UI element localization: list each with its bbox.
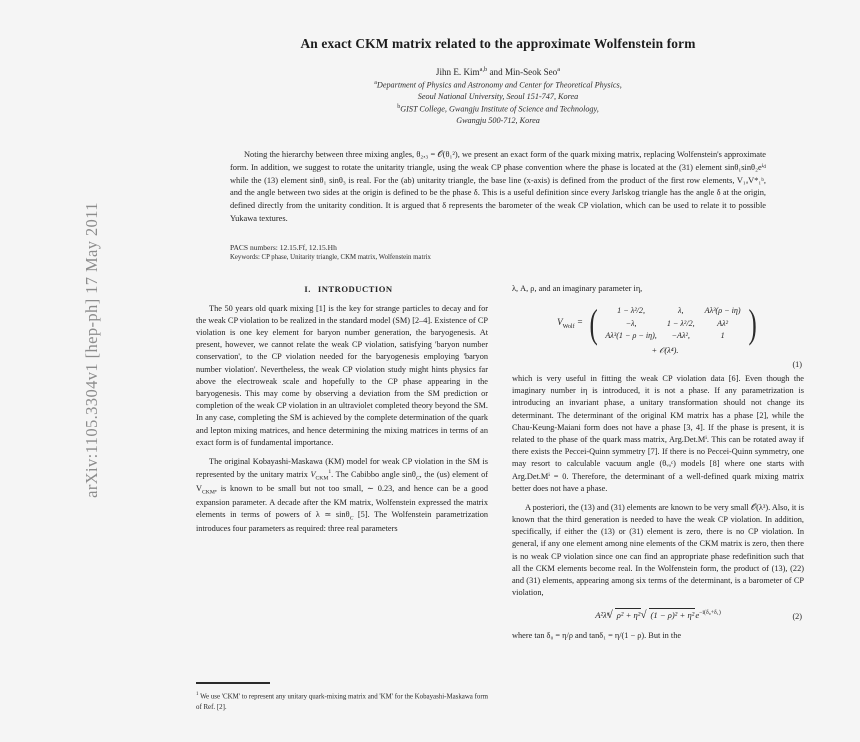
equation-1-lhs-symbol: V	[557, 316, 563, 327]
footnote-marker: 1	[196, 691, 199, 697]
affiliation-2	[196, 103, 800, 115]
right-column	[512, 283, 804, 713]
keywords-label: Keywords:	[230, 253, 260, 261]
equation-2-number: (2)	[792, 612, 802, 622]
document-head	[196, 28, 800, 263]
right-closing-line: where tan δ₀ = η/ρ and tanδ₁ = η/(1 − ρ). But in the	[512, 631, 682, 641]
left-p2-post: , the (us) element of V	[196, 469, 488, 493]
affiliation-1	[196, 79, 800, 91]
section-heading-introduction	[196, 283, 488, 296]
right-paragraph-1: which is very useful in fitting the weak CP violation data [6]. Even though the imaginary number iη is introduced, it is not a phase. If any parametrization is introducing an invariant phase, a unitary transformation should not change its determinant. The determinant of the original KM matrix has a phase [2], while the Chau-Keung-Maiani form does not have a phase [3, 4]. If the phase is present, it is related to the phase of the quark mass matrix, Arg.Det.Mⁱ. This can be rotated away if there exists the Peccei-Quinn symmetry [7]. If there is no Peccei-Quinn symmetry, one may resort to calculable vacuum angle (θᵥₐᶜ) models [8] where one starts with Arg.Det.Mⁱ = 0. Therefore, the determinant of a well-defined quark mixing matrix better does not have a phase.	[512, 374, 804, 493]
abstract-text: Noting the hierarchy between three mixing angles, θ₂,₃ = 𝒪(θ₁²), we present an exact form of the quark mixing matrix, replacing Wolfenstein's approximate form. In addition, we suggest to rotate the unitarity triangle, using the weak CP phase convention where the phase is located at the (31) element sinθ₁sinθ₂eⁱᵈ while the (13) element sinθ₁ sinθ₃ is real. For the (ab) unitarity triangle, the base line (x-axis) is defined from the product of the first row elements, V₁ₐV*₁ᵇ, and the angle between two sides at the origin is defined to be the phase δ. This is a useful definition since every Jarlskog triangle has the angle δ at the origin, defined directly from the unitarity condition. It is argued that δ represents the barometer of the weak CP violation, which can be used to relate it to possible Yukawa textures.	[230, 150, 766, 223]
matrix-cell: Aλ²	[717, 318, 729, 328]
equation-1-matrix	[600, 304, 745, 343]
right-lead-in: λ, A, ρ, and an imaginary parameter iη,	[512, 284, 643, 293]
math-theta-c-sub-2: C	[349, 515, 354, 522]
equation-2	[512, 608, 804, 622]
equation-2-sqrt-1	[610, 608, 642, 622]
author-name-1: Jihn E. Kim	[435, 67, 480, 78]
footnote-rule	[196, 682, 270, 684]
footnote-text-line	[196, 691, 488, 713]
keywords-value: CP phase, Unitarity triangle, CKM matrix, Wolfenstein matrix	[261, 253, 431, 261]
matrix-cell: Aλ³(ρ − iη)	[704, 305, 741, 315]
keywords-line	[230, 253, 766, 263]
matrix-cell: Aλ³(1 − ρ − iη),	[605, 331, 657, 341]
matrix-cell: −λ,	[625, 318, 637, 328]
equation-1-tail: + 𝒪(λ⁴).	[651, 345, 679, 355]
equation-1-lhs-sub: Wolf	[562, 323, 575, 330]
math-vckm-1: V	[310, 469, 316, 479]
right-paragraph-2: A posteriori, the (13) and (31) elements are known to be very small 𝒪(λ³). Also, it is known that the third generation is needed to have the weak CP violation. In addition, specifically, if either the (13) or (31) element is zero, there is no CP violation. In general, if any one element among nine elements of the CKM matrix is zero, then there is no weak CP violation since one can find an appropriate phase redefinition such that all the CKM elements become real. In the Wolfenstein form, the product of (13), (22) and (31) elements, appearing among six terms of the determinant, is a barometer of CP violation,	[512, 502, 804, 598]
left-p2-mid: . The Cabibbo angle sinθ	[331, 469, 416, 479]
equation-1-number: (1)	[792, 360, 802, 369]
author-affil-marker-1: a,b	[479, 66, 488, 73]
matrix-cell: −Aλ²,	[671, 331, 690, 341]
arxiv-identifier-stamp: arXiv:1105.3304v1 [hep-ph] 17 May 2011	[82, 202, 101, 498]
matrix-row	[600, 317, 745, 330]
matrix-cell: 1	[720, 331, 725, 341]
equation-2-prefix: A²λ⁶	[595, 610, 610, 621]
affiliation-marker-b: b	[397, 104, 401, 111]
abstract	[230, 149, 766, 226]
pacs-label: PACS numbers:	[230, 242, 278, 252]
affiliation-block	[196, 79, 800, 127]
left-paragraph-2	[196, 456, 488, 535]
affiliation-2-line1: GIST College, Gwangju Institute of Science and Technology,	[400, 104, 599, 114]
author-affil-marker-2: a	[557, 66, 561, 73]
section-title: INTRODUCTION	[317, 284, 393, 294]
matrix-cell: 1 − λ²/2,	[666, 318, 695, 328]
matrix-row	[600, 330, 745, 343]
matrix-row	[600, 304, 745, 317]
affiliation-2-line2: Gwangju 500-712, Korea	[456, 116, 540, 126]
pacs-keywords-block	[230, 242, 766, 263]
footnote-text: We use 'CKM' to represent any unitary quark-mixing matrix and 'KM' for the Kobayashi-Maskawa form of Ref. [2].	[196, 693, 488, 711]
equation-2-exp-base: e	[695, 610, 700, 621]
matrix-left-paren: (	[589, 300, 598, 346]
author-name-2: Min-Seok Seo	[504, 67, 558, 78]
equation-1-lhs	[557, 316, 587, 332]
left-column	[196, 283, 488, 713]
author-list	[196, 66, 800, 77]
math-theta-c-sub-1: C	[415, 475, 420, 482]
matrix-right-paren: )	[748, 300, 757, 346]
math-vckm-sub-1: CKM	[315, 475, 329, 482]
equation-1-row	[512, 300, 804, 346]
footnote-ref: 1	[328, 469, 332, 476]
author-conjunction: and	[487, 67, 505, 78]
left-p2-pre: The original Kobayashi-Maskawa (KM) model for weak CP violation in the SM is represented by the unitary matrix	[196, 456, 488, 479]
affiliation-marker-a: a	[374, 80, 377, 87]
equation-2-exponent: −i(δ₀+δ₁)	[699, 610, 721, 617]
matrix-cell: λ,	[677, 305, 684, 315]
pacs-line	[230, 242, 766, 253]
pacs-value: 12.15.Ff, 12.15.Hh	[279, 242, 337, 252]
left-paragraph-1: The 50 years old quark mixing [1] is the key for strange particles to decay and for the weak CP violation to be realized in the standard model (SM) [2–4]. Existence of CP violation is one key element for baryon number generation, the baryogenesis. At present, however, we cannot relate the weak CP violation, satisfying 'baryon number conservation', to the CP violation needed for the baryogenesis employing 'baryon number violation'. Nevertheless, the weak CP violation study might hints physics far above the electroweak scale and hopefully to the CP phase appearing in the baryogenesis. This may come by observing a deviation from the SM prediction or completion of the weak CP violation in an ultraviolet completed theory beyond the SM. In any case, completing the SM is achieved by the complete determination of the quark and lepton mixing matrices, and hence determining the mixing matrices in terms of an exact form is of fundamental importance.	[196, 303, 488, 447]
left-p2-end: [5]. The Wolfenstein parametrization introduces four parameters as required: three real parameters	[196, 509, 488, 533]
left-p2-rest: , is known to be small but not too small, ∼ 0.23, and hence can be a good expansion parameter. A decade after the KM matrix, Wolfenstein expressed the matrix elements in terms of powers of λ ≃ sinθ	[196, 483, 488, 519]
equation-1	[512, 300, 804, 369]
equation-1-equals: =	[576, 316, 583, 327]
equation-2-radicand-2: (1 − ρ)² + η²	[650, 610, 695, 621]
page-title: An exact CKM matrix related to the approximate Wolfenstein form	[300, 36, 696, 51]
two-column-body	[196, 283, 804, 713]
equation-2-sqrt-2	[644, 608, 696, 622]
affiliation-1-line2: Seoul National University, Seoul 151-747, Korea	[417, 92, 579, 102]
affiliation-1-line1: Department of Physics and Astronomy and Center for Theoretical Physics,	[376, 80, 622, 90]
math-vckm-sub-2: CKM	[202, 489, 215, 496]
section-number: I.	[304, 284, 311, 294]
footnote-block	[196, 682, 488, 713]
matrix-cell: 1 − λ²/2,	[617, 305, 645, 315]
equation-2-radicand-1: ρ² + η²	[616, 610, 641, 621]
